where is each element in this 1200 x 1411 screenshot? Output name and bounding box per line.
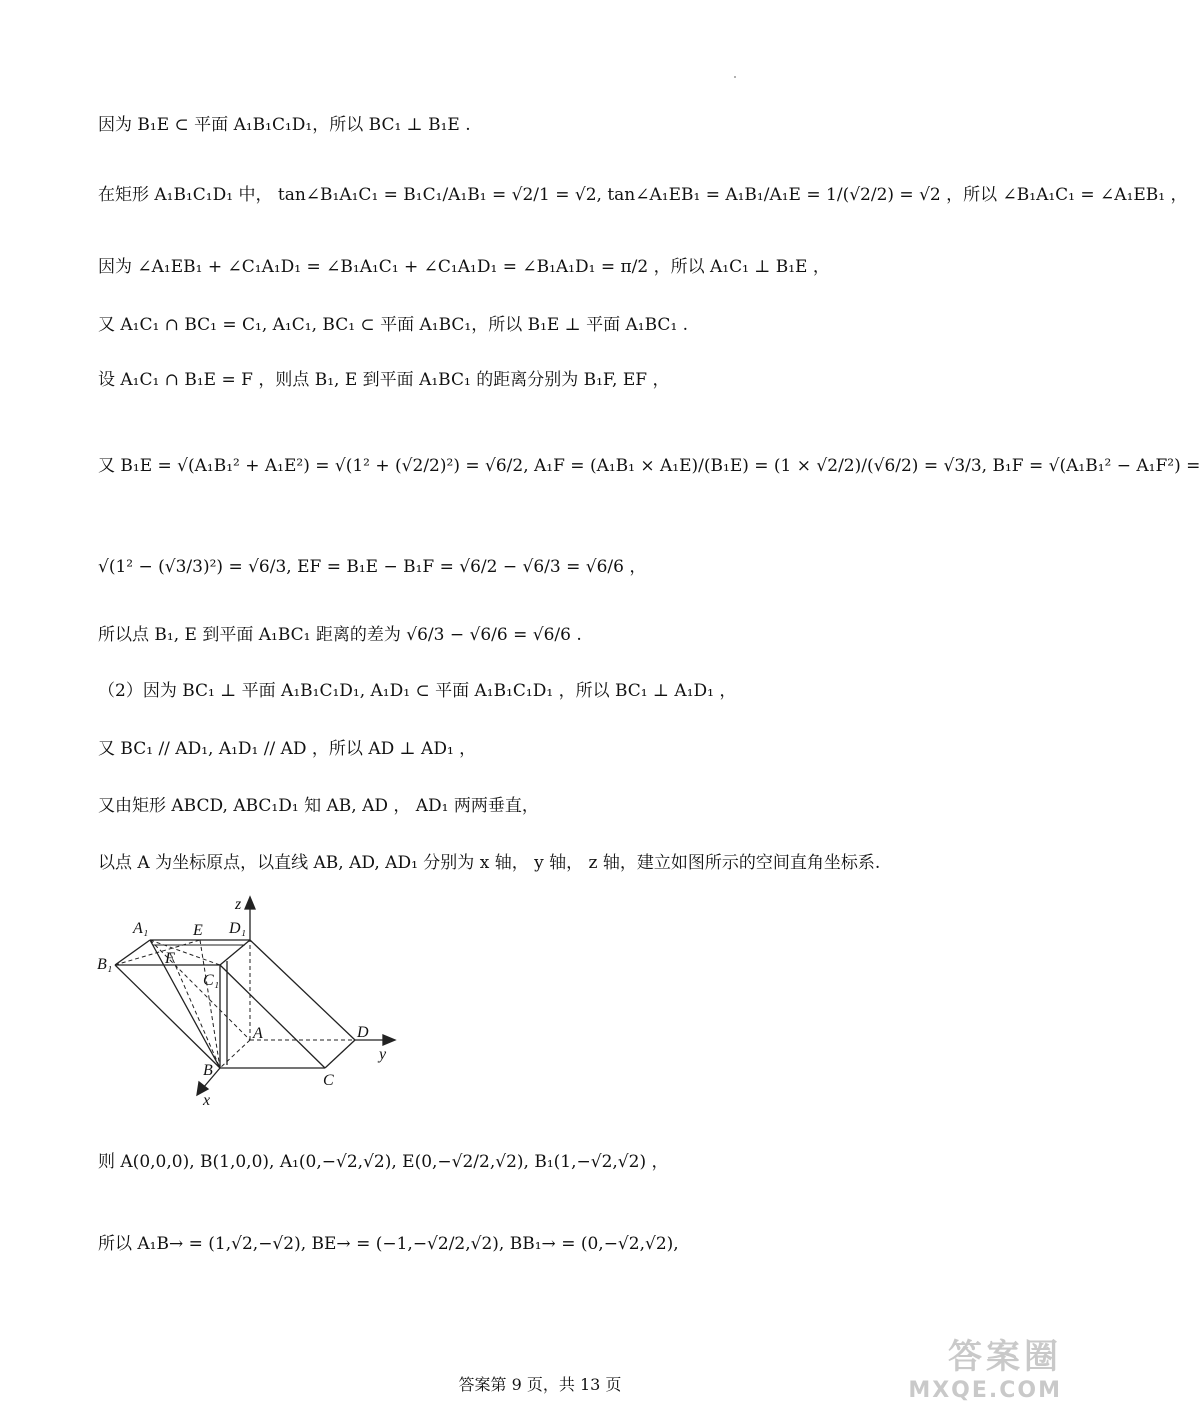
text-line-10: 又 BC₁ // AD₁, A₁D₁ // AD ，所以 AD ⊥ AD₁ ，	[98, 739, 477, 759]
label-f: F	[165, 950, 175, 967]
text-line-9: （2）因为 BC₁ ⊥ 平面 A₁B₁C₁D₁, A₁D₁ ⊂ 平面 A₁B₁C₁D₁ ，所以 BC₁ ⊥ A₁D₁ ，	[98, 681, 737, 701]
page-footer: 答案第 9 页，共 13 页	[458, 1375, 622, 1394]
text-line-5: 设 A₁C₁ ∩ B₁E = F ，则点 B₁, E 到平面 A₁BC₁ 的距离分别为 B₁F, EF ，	[98, 370, 670, 390]
text-line-13: 则 A(0,0,0), B(1,0,0), A₁(0,−√2,√2), E(0,−√2/2,√2), B₁(1,−√2,√2) ，	[98, 1152, 669, 1172]
edge-c1-d1	[220, 940, 250, 965]
text-line-11: 又由矩形 ABCD, ABC₁D₁ 知 AB, AD ， AD₁ 两两垂直，	[98, 796, 539, 816]
edge-b1-e	[115, 940, 200, 965]
text-line-6: 又 B₁E = √(A₁B₁² + A₁E²) = √(1² + (√2/2)²) = √6/2, A₁F = (A₁B₁ × A₁E)/(B₁E) = (1 × √2/2)/(√6/2) = √3/3, B₁F = √(A₁B₁² − A₁F²) =	[98, 456, 1200, 476]
label-b: B	[203, 1062, 213, 1079]
edge-b1-a1	[115, 940, 150, 965]
watermark	[908, 1329, 1062, 1403]
y-axis-arrow	[383, 1035, 395, 1045]
z-axis-arrow	[245, 897, 255, 909]
label-d1: D₁	[229, 920, 247, 937]
label-e: E	[193, 922, 203, 939]
text-line-12: 以点 A 为坐标原点，以直线 AB, AD, AD₁ 分别为 x 轴， y 轴， z 轴，建立如图所示的空间直角坐标系.	[98, 853, 881, 873]
label-a1: A₁	[133, 920, 149, 937]
label-b1: B₁	[97, 956, 113, 973]
edge-d1-d	[250, 940, 355, 1040]
text-line-14: 所以 A₁B→ = (1,√2,−√2), BE→ = (−1,−√2/2,√2), BB₁→ = (0,−√2,√2),	[98, 1234, 679, 1254]
text-line-8: 所以点 B₁, E 到平面 A₁BC₁ 距离的差为 √6/3 − √6/6 = √6/6 .	[98, 625, 582, 645]
label-y: y	[379, 1046, 387, 1063]
edge-c-d	[325, 1040, 355, 1068]
label-a: A	[253, 1025, 263, 1042]
edge-a-b	[220, 1040, 250, 1068]
text-line-1: 因为 B₁E ⊂ 平面 A₁B₁C₁D₁，所以 BC₁ ⊥ B₁E .	[98, 115, 471, 135]
text-line-7: √(1² − (√3/3)²) = √6/3, EF = B₁E − B₁F = √6/2 − √6/3 = √6/6 ，	[98, 557, 647, 577]
edge-f-b	[170, 953, 220, 1068]
watermark-top: 答案圈	[948, 1337, 1062, 1377]
stray-dot	[734, 76, 736, 78]
edge-a1-c1	[150, 940, 220, 965]
label-d: D	[357, 1024, 369, 1041]
text-line-4: 又 A₁C₁ ∩ BC₁ = C₁, A₁C₁, BC₁ ⊂ 平面 A₁BC₁，所以 B₁E ⊥ 平面 A₁BC₁ .	[98, 315, 689, 335]
label-z: z	[235, 896, 242, 913]
text-line-3: 因为 ∠A₁EB₁ + ∠C₁A₁D₁ = ∠B₁A₁C₁ + ∠C₁A₁D₁ = ∠B₁A₁D₁ = π/2 ，所以 A₁C₁ ⊥ B₁E ，	[98, 257, 830, 277]
watermark-bottom: MXQE.COM	[908, 1378, 1062, 1403]
coordinate-figure	[95, 893, 405, 1113]
label-c: C	[323, 1072, 334, 1089]
edge-c1-c	[220, 965, 325, 1068]
label-x: x	[203, 1092, 211, 1109]
label-c1: C₁	[203, 972, 220, 989]
text-line-2: 在矩形 A₁B₁C₁D₁ 中， tan∠B₁A₁C₁ = B₁C₁/A₁B₁ = √2/1 = √2, tan∠A₁EB₁ = A₁B₁/A₁E = 1/(√2/2) = √2 ，所以 ∠B₁A₁C₁ = ∠A₁EB₁ ，	[98, 185, 1188, 205]
